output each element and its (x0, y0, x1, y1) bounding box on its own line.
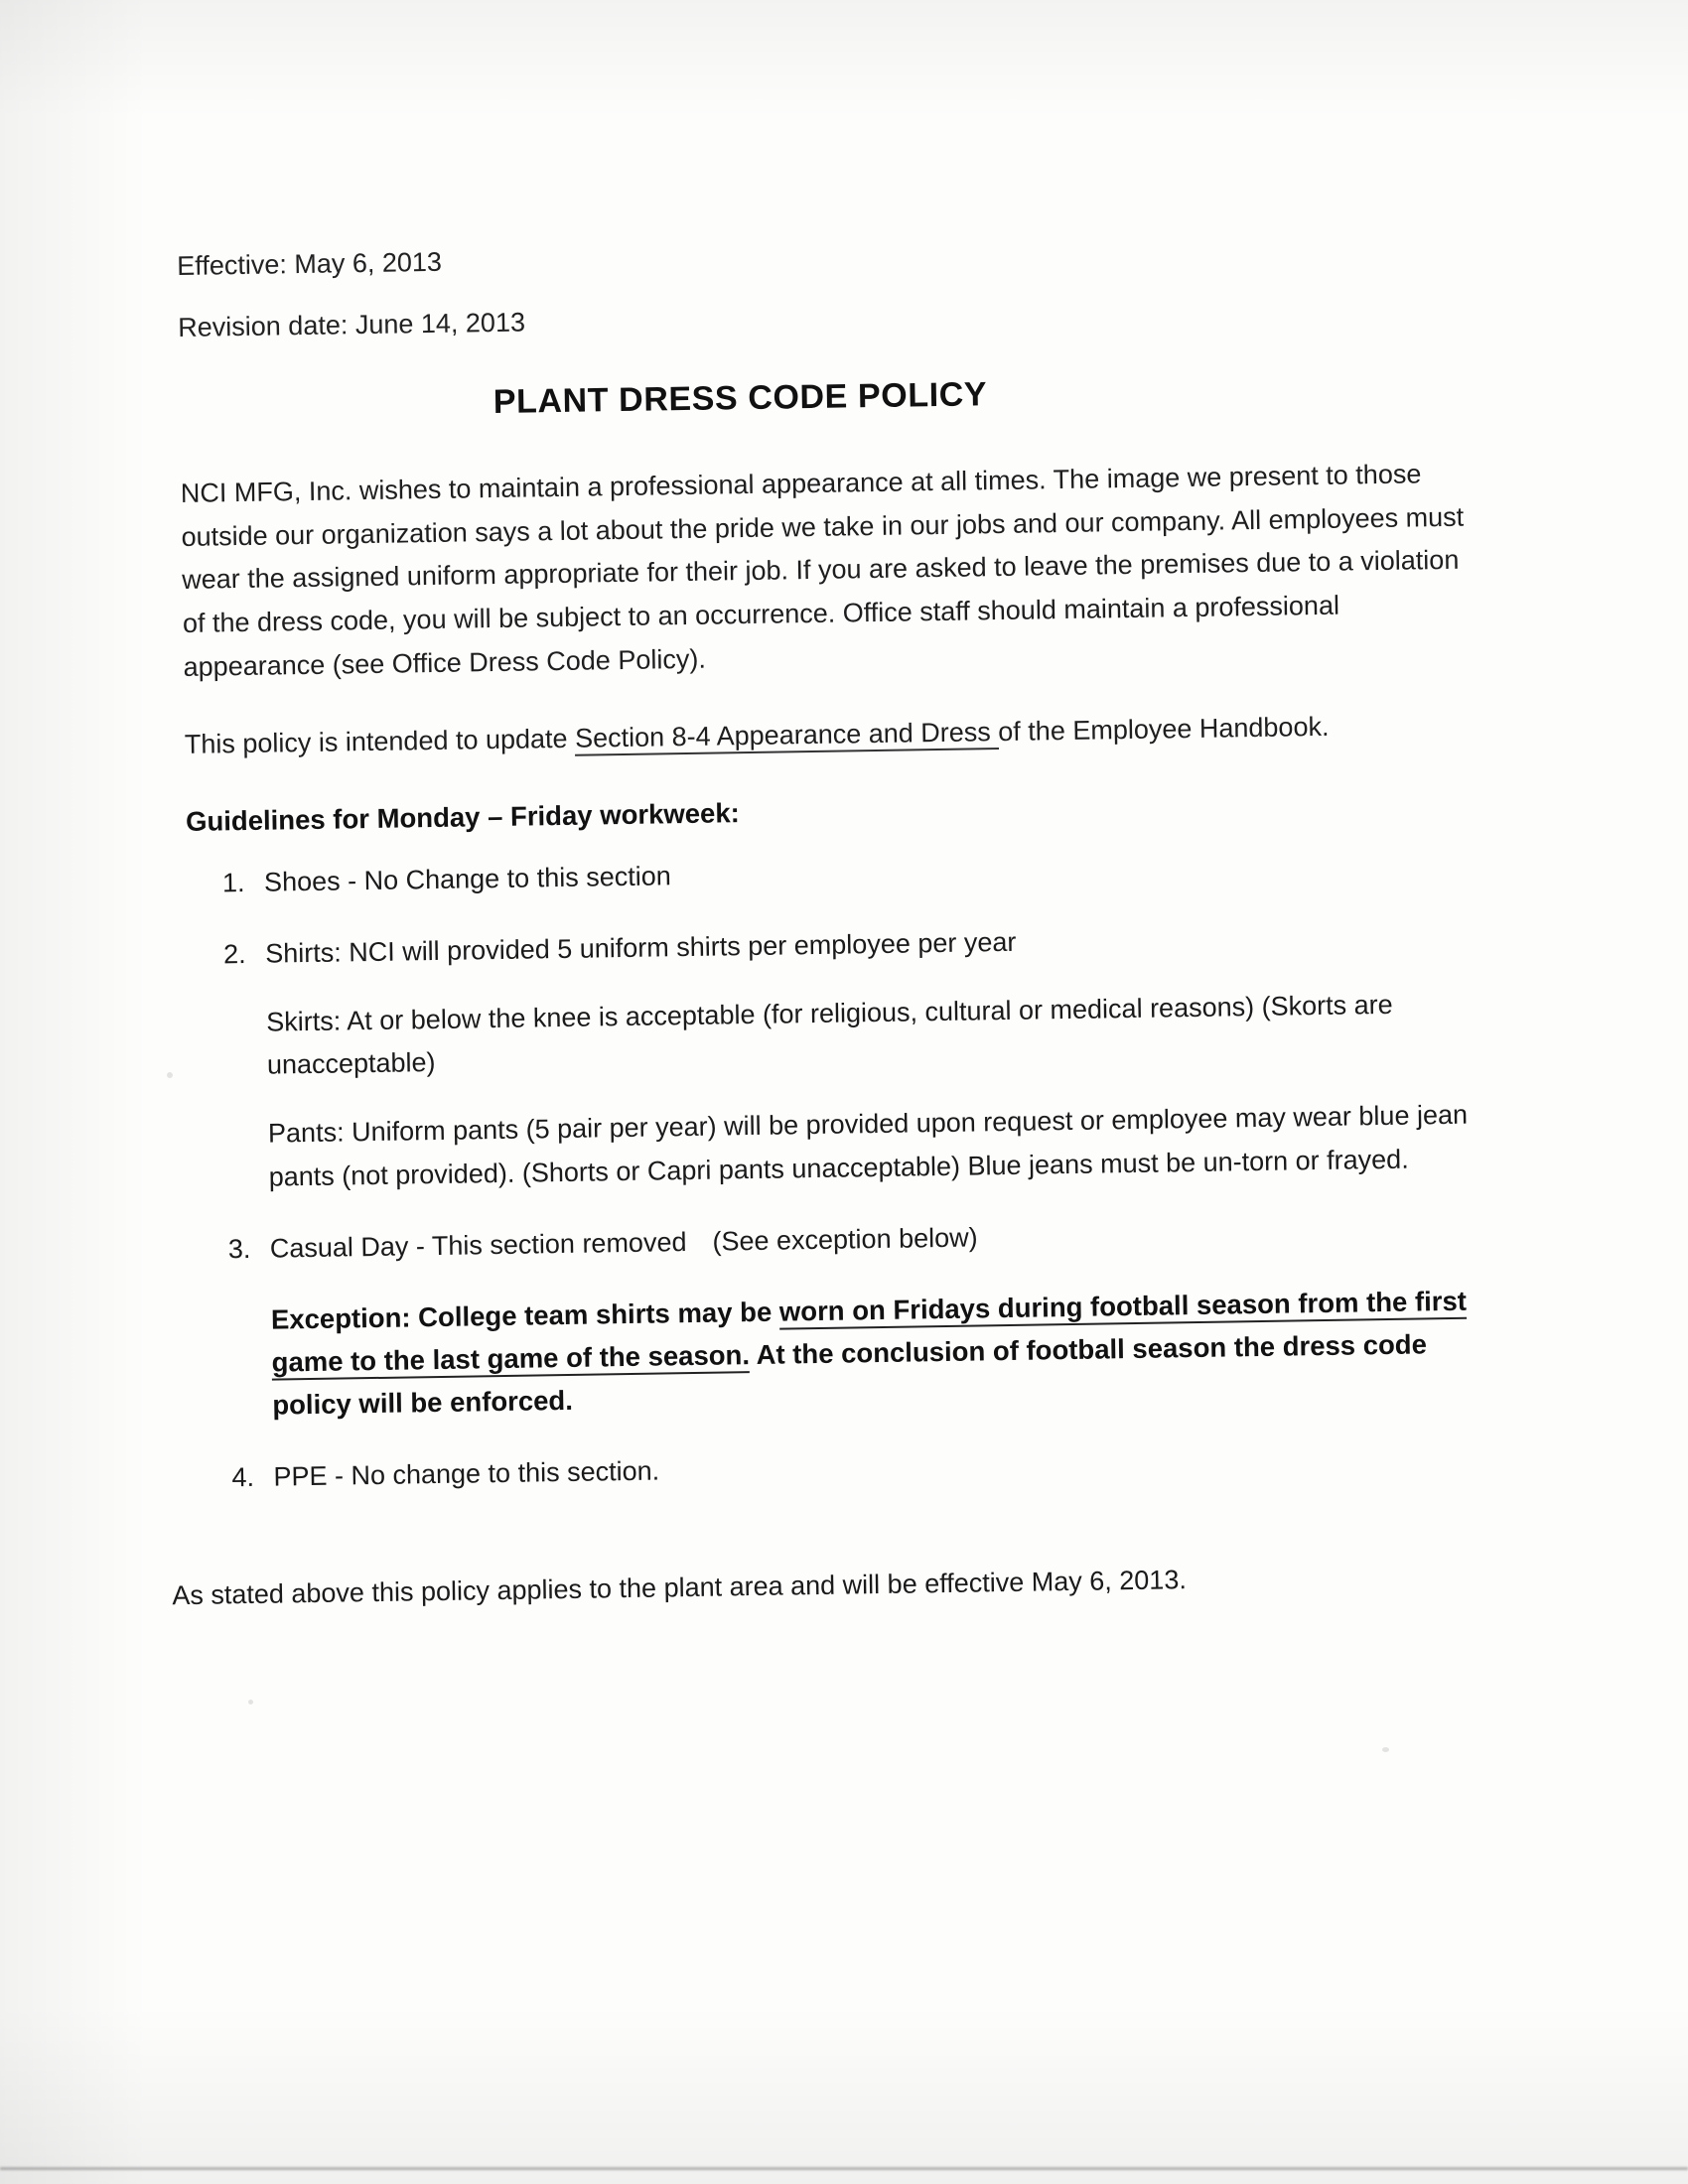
scan-speckle (1382, 1747, 1389, 1752)
list-item (253, 914, 1492, 1198)
guideline-2-text: Shirts: NCI will provided 5 uniform shirts per employee per year (264, 926, 1017, 969)
scan-shading-top (0, 0, 1688, 119)
guideline-3-text: Casual Day - This section removed (269, 1226, 687, 1264)
effective-date: Effective: May 6, 2013 (177, 246, 443, 281)
page-title: PLANT DRESS CODE POLICY (492, 375, 988, 421)
guideline-3-note: (See exception below) (712, 1222, 978, 1257)
guideline-2-pants: Pants: Uniform pants (5 pair per year) will be provided upon request or employee may wear blue jean pants (not provided). (Shorts or Capri pants unacceptable) Blue jeans must be un-torn or frayed. (267, 1100, 1469, 1192)
scan-shading-bottom (0, 2005, 1688, 2184)
revision-date: Revision date: June 14, 2013 (178, 307, 526, 343)
scan-shading-left (0, 0, 149, 2184)
exception-tail: At the conclusion of football season the dress code policy will be enforced. (272, 1328, 1428, 1422)
guideline-1-text: Shoes - No Change to this section (263, 861, 671, 897)
handbook-section-reference: Section 8-4 Appearance and Dress (575, 717, 999, 756)
scan-speckle (248, 1700, 253, 1705)
list-item (261, 1437, 1497, 1498)
intro-paragraph: NCI MFG, Inc. wishes to maintain a professional appearance at all times. The image we present to those outside our organization says a lot about the pride we take in our jobs and our company. All employees must wear the assigned uniform appropriate for their job. If you are asked to leave the premises due to a violation of the dress code, you will be subject to an occurrence. Office staff should maintain a professional appearance (see Office Dress Code Policy). (180, 459, 1465, 682)
update-paragraph (185, 703, 1486, 766)
guidelines-list (187, 844, 1497, 1500)
closing-paragraph: As stated above this policy applies to the plant area and will be effective May 6, 2013. (172, 1564, 1188, 1610)
scan-speckle (167, 1072, 173, 1078)
guideline-2-skirts: Skirts: At or below the knee is acceptable (for religious, cultural or medical reasons) (Skorts are unacceptable) (266, 989, 1393, 1080)
exception-lead: Exception: College team shirts may be (270, 1296, 780, 1335)
page-bottom-edge (0, 2167, 1688, 2170)
guidelines-heading: Guidelines for Monday – Friday workweek: (185, 797, 741, 838)
list-item (252, 844, 1488, 904)
document-body (172, 227, 1499, 1642)
exception-paragraph (271, 1279, 1496, 1428)
exception-underlined: worn on Fridays during football season from the first game to the last game of the season. (271, 1285, 1467, 1380)
list-item (258, 1209, 1496, 1428)
update-paragraph-after: of the Employee Handbook. (998, 711, 1330, 747)
update-paragraph-before: This policy is intended to update (184, 723, 576, 759)
guideline-4-text: PPE - No change to this section. (273, 1455, 660, 1492)
